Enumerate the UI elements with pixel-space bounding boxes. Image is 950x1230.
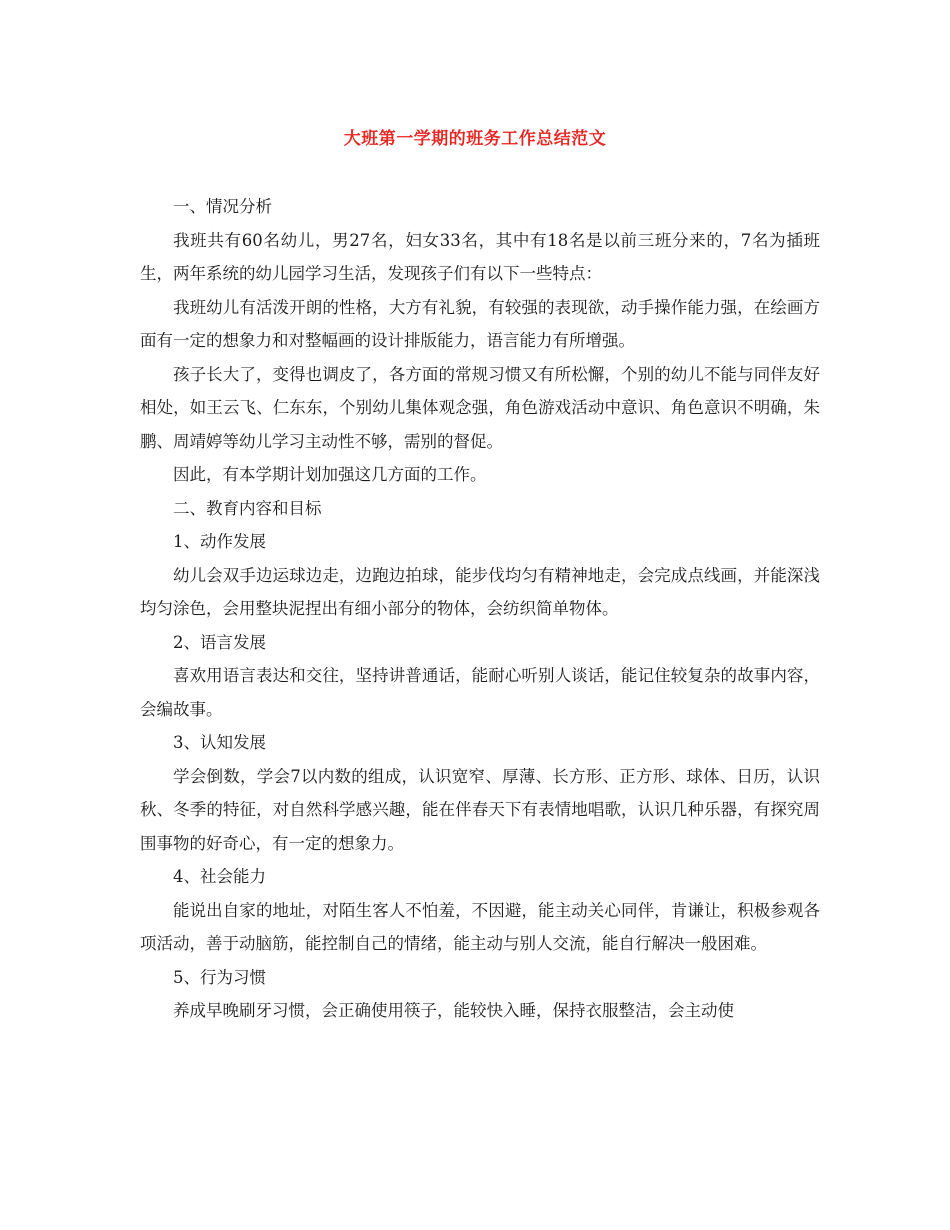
subheading-habits: 5、行为习惯 [173, 967, 266, 987]
paragraph: 我班共有60名幼儿，男27名，妇女33名，其中有18名是以前三班分来的，7名为插班生，两年系统的幼儿园学习生活，发现孩子们有以下一些特点： [140, 230, 820, 283]
paragraph: 因此，有本学期计划加强这几方面的工作。 [173, 465, 487, 484]
paragraph: 养成早晚刷牙习惯，会正确使用筷子，能较快入睡，保持衣服整洁，会主动使 [173, 1001, 734, 1020]
subheading-language: 2、语言发展 [173, 632, 266, 652]
document-title: 大班第一学期的班务工作总结范文 [343, 129, 607, 149]
document-body [140, 190, 820, 1028]
subheading-cognition: 3、认知发展 [173, 733, 266, 752]
paragraph: 我班幼儿有活泼开朗的性格，大方有礼貌，有较强的表现欲，动手操作能力强，在绘画方面有一定的想象力和对整幅画的设计排版能力，语言能力有所增强。 [140, 297, 820, 350]
subheading-social: 4、社会能力 [173, 867, 266, 886]
subheading-motor: 1、动作发展 [173, 532, 266, 551]
section-heading-education: 二、教育内容和目标 [173, 498, 322, 518]
paragraph: 能说出自家的地址，对陌生客人不怕羞，不因避，能主动关心同伴，肯谦让，积极参观各项活动，善于动脑筋，能控制自己的情绪，能主动与别人交流，能自行解决一般困难。 [140, 900, 820, 953]
paragraph: 喜欢用语言表达和交往，坚持讲普通话，能耐心听别人谈话，能记住较复杂的故事内容，会编故事。 [140, 666, 820, 719]
paragraph: 幼儿会双手边运球边走，边跑边拍球，能步伐均匀有精神地走，会完成点线画，并能深浅均匀涂色，会用整块泥捏出有细小部分的物体，会纺织简单物体。 [140, 565, 820, 618]
paragraph: 学会倒数，学会7以内数的组成，认识宽窄、厚薄、长方形、正方形、球体、日历，认识秋、冬季的特征，对自然科学感兴趣，能在伴春天下有表情地唱歌，认识几种乐器，有探究周围事物的好奇心，有一定的想象力。 [140, 766, 820, 853]
section-heading-situation: 一、情况分析 [173, 197, 272, 216]
paragraph: 孩子长大了，变得也调皮了，各方面的常规习惯又有所松懈，个别的幼儿不能与同伴友好相处，如王云飞、仁东东，个别幼儿集体观念强，角色游戏活动中意识、角色意识不明确，朱鹏、周靖婷等幼儿学习主动性不够，需别的督促。 [140, 364, 820, 451]
